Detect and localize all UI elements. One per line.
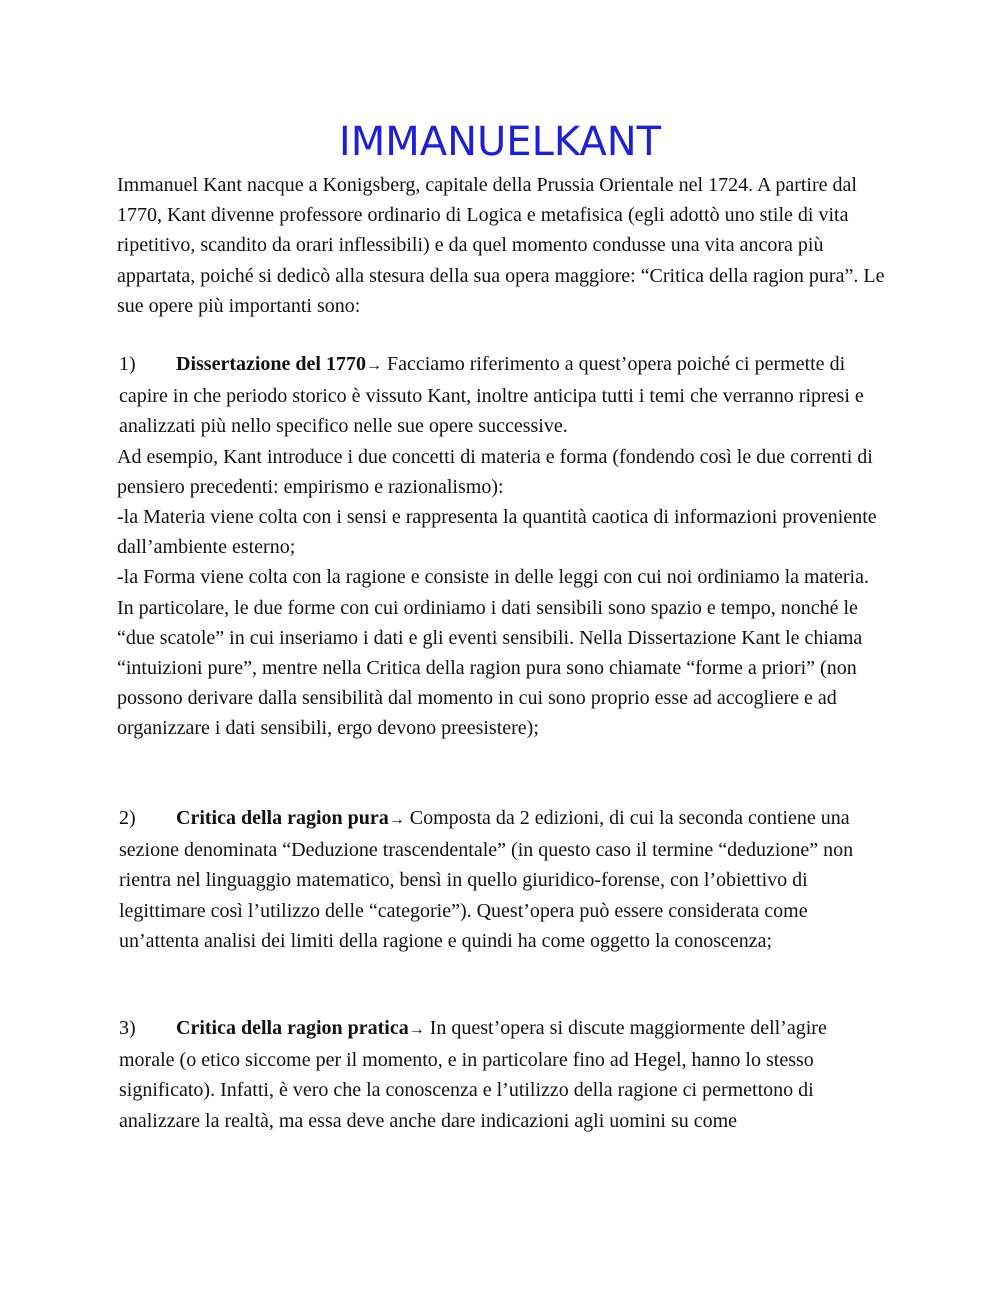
work-item-1-number: 1) <box>119 353 136 375</box>
work-item-2-text: Composta da 2 edizioni, di cui la seconda contiene una sezione denominata “Deduzione trascendentale” (in questo caso il termine “deduzione” non rientra nel linguaggio matematico, bensì in quello giuridico-forense, con l’obiettivo di legittimare così l’utilizzo delle “categorie”). Quest’opera può essere considerata come un’attenta analisi dei limiti della ragione e quindi ha come oggetto la conoscenza; <box>119 807 854 952</box>
work-item-1-section <box>117 349 887 744</box>
example-paragraph: Ad esempio, Kant introduce i due concetti di materia e forma (fondendo così le due correnti di pensiero precedenti: empirismo e razionalismo): <box>117 445 873 498</box>
work-item-1 <box>117 349 887 442</box>
intro-paragraph: Immanuel Kant nacque a Konigsberg, capitale della Prussia Orientale nel 1724. A partire dal 1770, Kant divenne professore ordinario di Logica e metafisica (egli adottò uno stile di vita ripetitivo, scandito da orari inflessibili) e da quel momento condusse una vita ancora più appartata, poiché si dedicò alla stesura della sua opera maggiore: “Critica della ragion pura”. Le sue opere più importanti sono: <box>117 174 885 317</box>
work-item-1-heading: Dissertazione del 1770 <box>176 353 366 375</box>
arrow-right-icon: → <box>365 357 382 374</box>
arrow-right-icon: → <box>388 811 405 828</box>
work-item-2 <box>117 803 887 956</box>
work-item-3-section <box>117 1013 887 1136</box>
materia-paragraph: -la Materia viene colta con i sensi e rappresenta la quantità caotica di informazioni proveniente dall’ambiente esterno; <box>117 506 877 559</box>
work-item-3-heading: Critica della ragion pratica <box>176 1017 409 1039</box>
work-item-2-number: 2) <box>119 807 136 829</box>
intro-section <box>117 170 887 321</box>
work-item-2-section <box>117 803 887 956</box>
work-item-3-number: 3) <box>119 1017 136 1039</box>
work-item-1-text: Facciamo riferimento a quest’opera poiché ci permette di capire in che periodo storico è vissuto Kant, inoltre anticipa tutti i temi che verranno ripresi e analizzati più nello specifico nelle sue opere successive. <box>119 353 864 438</box>
work-item-2-heading: Critica della ragion pura <box>176 807 389 829</box>
forma-paragraph: -la Forma viene colta con la ragione e consiste in delle leggi con cui noi ordiniamo la materia. In particolare, le due forme con cui ordiniamo i dati sensibili sono spazio e tempo, nonché le “due scatole” in cui inseriamo i dati e gli eventi sensibili. Nella Dissertazione Kant le chiama “intuizioni pure”, mentre nella Critica della ragion pura sono chiamate “forme a priori” (non possono derivare dalla sensibilità dal momento in cui sono proprio esse ad accogliere e ad organizzare i dati sensibili, ergo devono preesistere); <box>117 566 869 740</box>
work-item-3-text: In quest’opera si discute maggiormente dell’agire morale (o etico siccome per il momento, e in particolare fino ad Hegel, hanno lo stesso significato). Infatti, è vero che la conoscenza e l’utilizzo della ragione ci permettono di analizzare la realtà, ma essa deve anche dare indicazioni agli uomini su come <box>119 1017 827 1132</box>
arrow-right-icon: → <box>408 1021 425 1038</box>
work-item-3 <box>117 1013 887 1136</box>
document-title: IMMANUELKANT <box>338 119 662 165</box>
